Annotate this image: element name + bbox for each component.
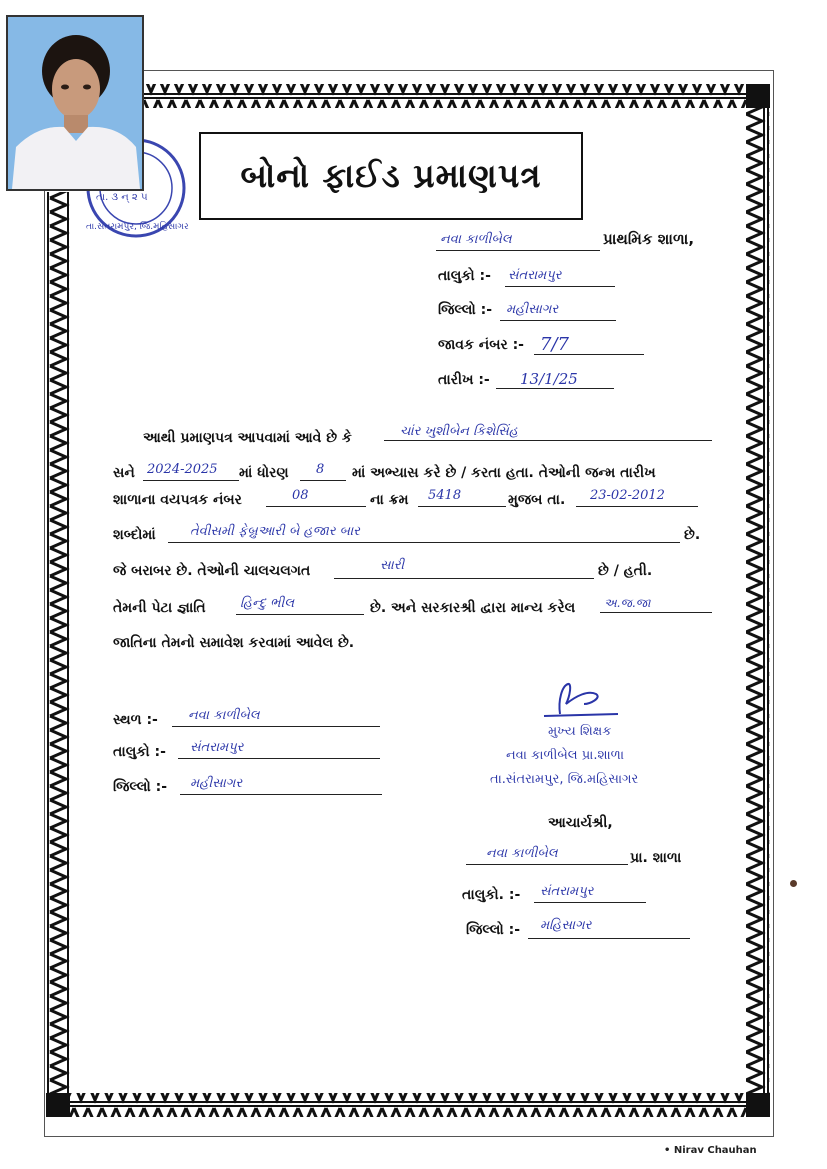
author-name: Nirav Chauhan (673, 1145, 757, 1156)
place-label: સ્થળ :- (113, 712, 158, 728)
principal-district-value: મહિસાગર (540, 918, 592, 933)
register-value: 08 (292, 488, 309, 503)
student-name-line (384, 440, 712, 441)
principal-school-suffix: પ્રા. શાળા (630, 850, 682, 866)
serial-line (418, 506, 506, 507)
principal-title: આચાર્યશ્રી, (548, 815, 613, 831)
year-line (143, 480, 239, 481)
std-value: 8 (316, 462, 325, 477)
school-suffix: પ્રાથમિક શાળા, (603, 230, 695, 248)
outward-number-value: 7/7 (540, 334, 569, 355)
seal-inner-date: તા. ૩ ન્ ૨ ૫ (96, 192, 148, 203)
category-value: અ.જ.જા (604, 596, 651, 610)
outward-number-line (534, 354, 644, 355)
principal-school-line (466, 864, 628, 865)
birth-date-line (576, 506, 698, 507)
conduct-value: સારી (380, 558, 405, 573)
principal-taluka-value: સંતરામપુર (540, 884, 594, 899)
place-taluka-value: સંતરામપુર (190, 740, 244, 755)
caste-line (236, 614, 364, 615)
header-taluka-value: સંતરામપુર (508, 268, 562, 283)
words-label: શબ્દોમાં (113, 527, 156, 543)
category-line (600, 612, 712, 613)
principal-taluka-line (534, 902, 646, 903)
school-name-value: નવા કાળીબેલ (440, 232, 512, 247)
stamp-designation: મુખ્ય શિક્ષક (548, 724, 612, 739)
conduct-line (334, 578, 594, 579)
header-district-label: જિલ્લો :- (438, 302, 493, 318)
year-value: 2024-2025 (147, 462, 218, 477)
author-credit (664, 1145, 757, 1156)
certificate-title: બોનો ફાઈડ પ્રમાણપત્ર (240, 156, 542, 195)
school-name-line (436, 250, 600, 251)
register-label: શાળાના વયપત્રક નંબર (113, 492, 242, 508)
conduct-end: છે / હતી. (598, 563, 653, 579)
place-value: નવા કાળીબેલ (188, 708, 260, 723)
birth-date-value: 23-02-2012 (590, 488, 665, 503)
header-taluka-label: તાલુકો :- (438, 268, 491, 284)
header-date-line (496, 388, 614, 389)
header-district-value: મહીસાગર (506, 302, 559, 317)
header-date-value: 13/1/25 (520, 370, 578, 388)
student-name-value: ચાંર ખુશીબેન કિશેસિંહ (400, 424, 518, 439)
std-line (300, 480, 346, 481)
principal-district-label: જિલ્લો :- (466, 922, 521, 938)
serial-value: 5418 (428, 488, 462, 503)
stamp-school: નવા કાળીબેલ પ્રા.શાળા (506, 748, 625, 763)
birth-date-words-value: તેવીસમી ફેબ્રુઆરી બે હજાર બાર (190, 524, 360, 539)
header-district-line (500, 320, 616, 321)
header-taluka-line (505, 286, 615, 287)
birth-date-words-line (168, 542, 680, 543)
caste-label: તેમની પેટા જ્ઞાતિ (113, 600, 206, 616)
register-line (266, 506, 366, 507)
per-date-label: મુજબ તા. (508, 492, 566, 508)
place-line (172, 726, 380, 727)
header-date-label: તારીખ :- (438, 372, 490, 388)
intro-text: આથી પ્રમાણપત્ર આપવામાં આવે છે કે (143, 430, 352, 446)
student-portrait-icon (8, 17, 142, 189)
place-district-line (180, 794, 382, 795)
year-prefix: સને (113, 465, 135, 481)
principal-district-line (528, 938, 690, 939)
caste-value: હિન્દુ ભીલ (240, 596, 295, 611)
ink-dot (790, 880, 797, 887)
serial-label: ના ક્રમ (370, 492, 409, 508)
headmaster-signature-icon (540, 680, 624, 720)
std-label: માં ધોરણ (239, 465, 289, 481)
caste-mid-text: છે. અને સરકારશ્રી દ્વારા માન્ય કરેલ (370, 600, 576, 616)
certificate-title-box (199, 132, 583, 220)
place-taluka-label: તાલુકો :- (113, 744, 166, 760)
principal-school-value: નવા કાળીબેલ (486, 846, 558, 861)
place-district-value: મહીસાગર (190, 776, 243, 791)
place-district-label: જિલ્લો :- (113, 779, 168, 795)
conduct-label: જે બરાબર છે. તેઓની ચાલચલગત (113, 563, 311, 579)
outward-number-label: જાવક નંબર :- (438, 337, 524, 353)
student-photo (6, 15, 144, 191)
principal-taluka-label: તાલુકો. :- (462, 887, 521, 903)
bullet-icon: • (664, 1145, 674, 1156)
stamp-address: તા.સંતરામપુર, જિ.મહિસાગર (490, 772, 639, 787)
place-taluka-line (178, 758, 380, 759)
study-text: માં અભ્યાસ કરે છે / કરતા હતા. તેઓની જન્મ તારીખ (352, 465, 656, 481)
inclusion-text: જાતિના તેમનો સમાવેશ કરવામાં આવેલ છે. (113, 635, 355, 651)
words-end: છે. (684, 527, 701, 543)
seal-text: તા.સંતરામપુર, જિ.મહિસાગર (86, 222, 189, 232)
